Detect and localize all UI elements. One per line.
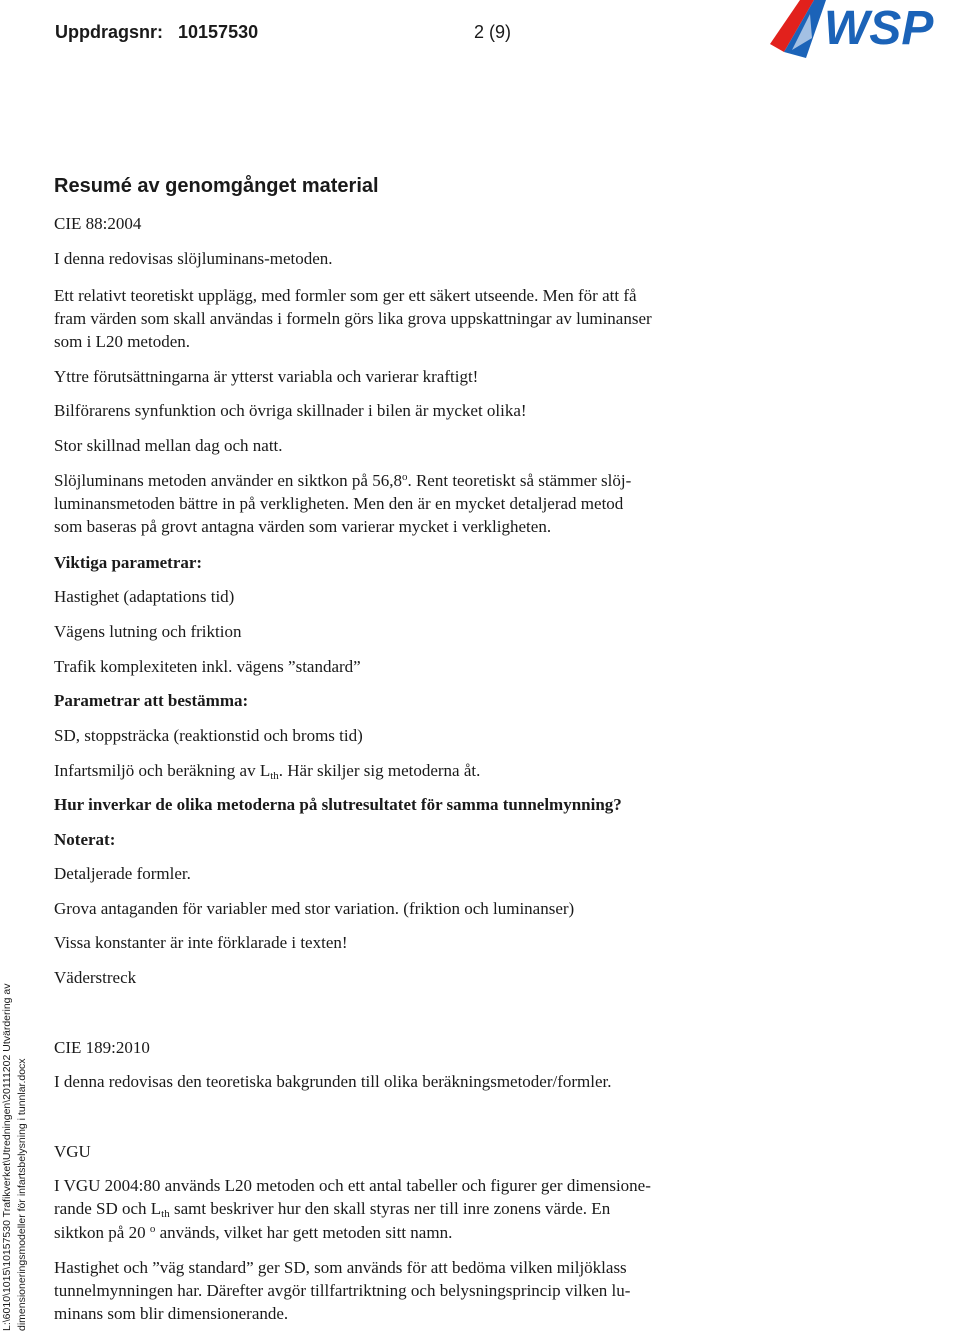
vgu-p1-line1: I VGU 2004:80 används L20 metoden och ett antal tabeller och figurer ger dimensione- xyxy=(54,1176,651,1195)
question-heading: Hur inverkar de olika metoderna på slutresultatet för samma tunnelmynning? xyxy=(54,795,622,814)
noterat-item-2: Grova antaganden för variabler med stor variation. (friktion och luminanser) xyxy=(54,899,575,918)
cie88-p6-line2: luminansmetoden bättre in på verkligheten. Men den är en mycket detaljerad metod xyxy=(54,494,624,513)
uppdrag-label: Uppdragsnr: xyxy=(55,22,163,42)
vgu-p1-line2: rande SD och $L_{th}$ samt beskriver hur den skall styras ner till inre zonens värde. En xyxy=(54,1199,611,1220)
page-header xyxy=(55,22,512,43)
noterat-item-4: Väderstreck xyxy=(54,968,137,987)
cie88-intro: I denna redovisas slöjluminans-metoden. xyxy=(54,249,333,268)
cie88-p2-line2: fram värden som skall användas i formeln görs lika grova uppskattningar av luminanser xyxy=(54,309,652,328)
logo-text: WSP xyxy=(824,2,934,55)
cie88-p2-line1: Ett relativt teoretiskt upplägg, med formler som ger ett säkert utseende. Men för att få xyxy=(54,286,637,305)
vgu-p1-line3: siktkon på 20 $^o$ används, vilket har gett metoden sitt namn. xyxy=(54,1223,453,1242)
vgu-p2-line3: minans som blir dimensionerande. xyxy=(54,1304,289,1323)
cie88-p2-line3: som i L20 metoden. xyxy=(54,332,190,351)
vgu-heading: VGU xyxy=(54,1142,91,1161)
viktiga-item-1: Hastighet (adaptations tid) xyxy=(54,587,235,606)
noterat-item-1: Detaljerade formler. xyxy=(54,864,191,883)
bestamma-heading: Parametrar att bestämma: xyxy=(54,691,249,710)
page-number: 2 (9) xyxy=(474,22,512,42)
file-path-line-2: dimensioneringsmodeller för infartsbelysning i tunnlar.docx xyxy=(16,1058,28,1331)
cie88-heading: CIE 88:2004 xyxy=(54,214,142,233)
cie88-p6-line1: Slöjluminans metoden använder en siktkon på 56,8$^o$. Rent teoretiskt så stämmer slöj- xyxy=(54,471,632,490)
bestamma-item-2: Infartsmiljö och beräkning av $L_{th}$. Här skiljer sig metoderna åt. xyxy=(54,761,481,782)
cie189-heading: CIE 189:2010 xyxy=(54,1038,150,1057)
wsp-logo xyxy=(770,0,960,60)
page-title: Resumé av genomgånget material xyxy=(54,175,379,197)
uppdrag-number: 10157530 xyxy=(178,22,259,42)
noterat-heading: Noterat: xyxy=(54,830,116,849)
file-path-note xyxy=(0,951,30,1331)
cie88-p6-line3: som baseras på grovt antagna värden som varierar mycket i verkligheten. xyxy=(54,517,552,536)
cie189-intro: I denna redovisas den teoretiska bakgrunden till olika beräkningsmetoder/formler. xyxy=(54,1072,612,1091)
vgu-p2-line2: tunnelmynningen har. Därefter avgör tillfartriktning och belysningsprincip vilken lu- xyxy=(54,1281,631,1300)
viktiga-item-2: Vägens lutning och friktion xyxy=(54,622,242,641)
viktiga-heading: Viktiga parametrar: xyxy=(54,553,203,572)
cie88-p3: Yttre förutsättningarna är ytterst variabla och varierar kraftigt! xyxy=(54,367,479,386)
noterat-item-3: Vissa konstanter är inte förklarade i texten! xyxy=(54,933,348,952)
bestamma-item-1: SD, stoppsträcka (reaktionstid och broms tid) xyxy=(54,726,363,745)
vgu-p2-line1: Hastighet och ”väg standard” ger SD, som används för att bedöma vilken miljöklass xyxy=(54,1258,627,1277)
cie88-p4: Bilförarens synfunktion och övriga skillnader i bilen är mycket olika! xyxy=(54,401,527,420)
viktiga-item-3: Trafik komplexiteten inkl. vägens ”standard” xyxy=(54,657,361,676)
cie88-p5: Stor skillnad mellan dag och natt. xyxy=(54,436,283,455)
file-path-line-1: L:\6010\1015\10157530 Trafikverket\Utredningen\20111202 Utvärdering av xyxy=(1,983,13,1331)
